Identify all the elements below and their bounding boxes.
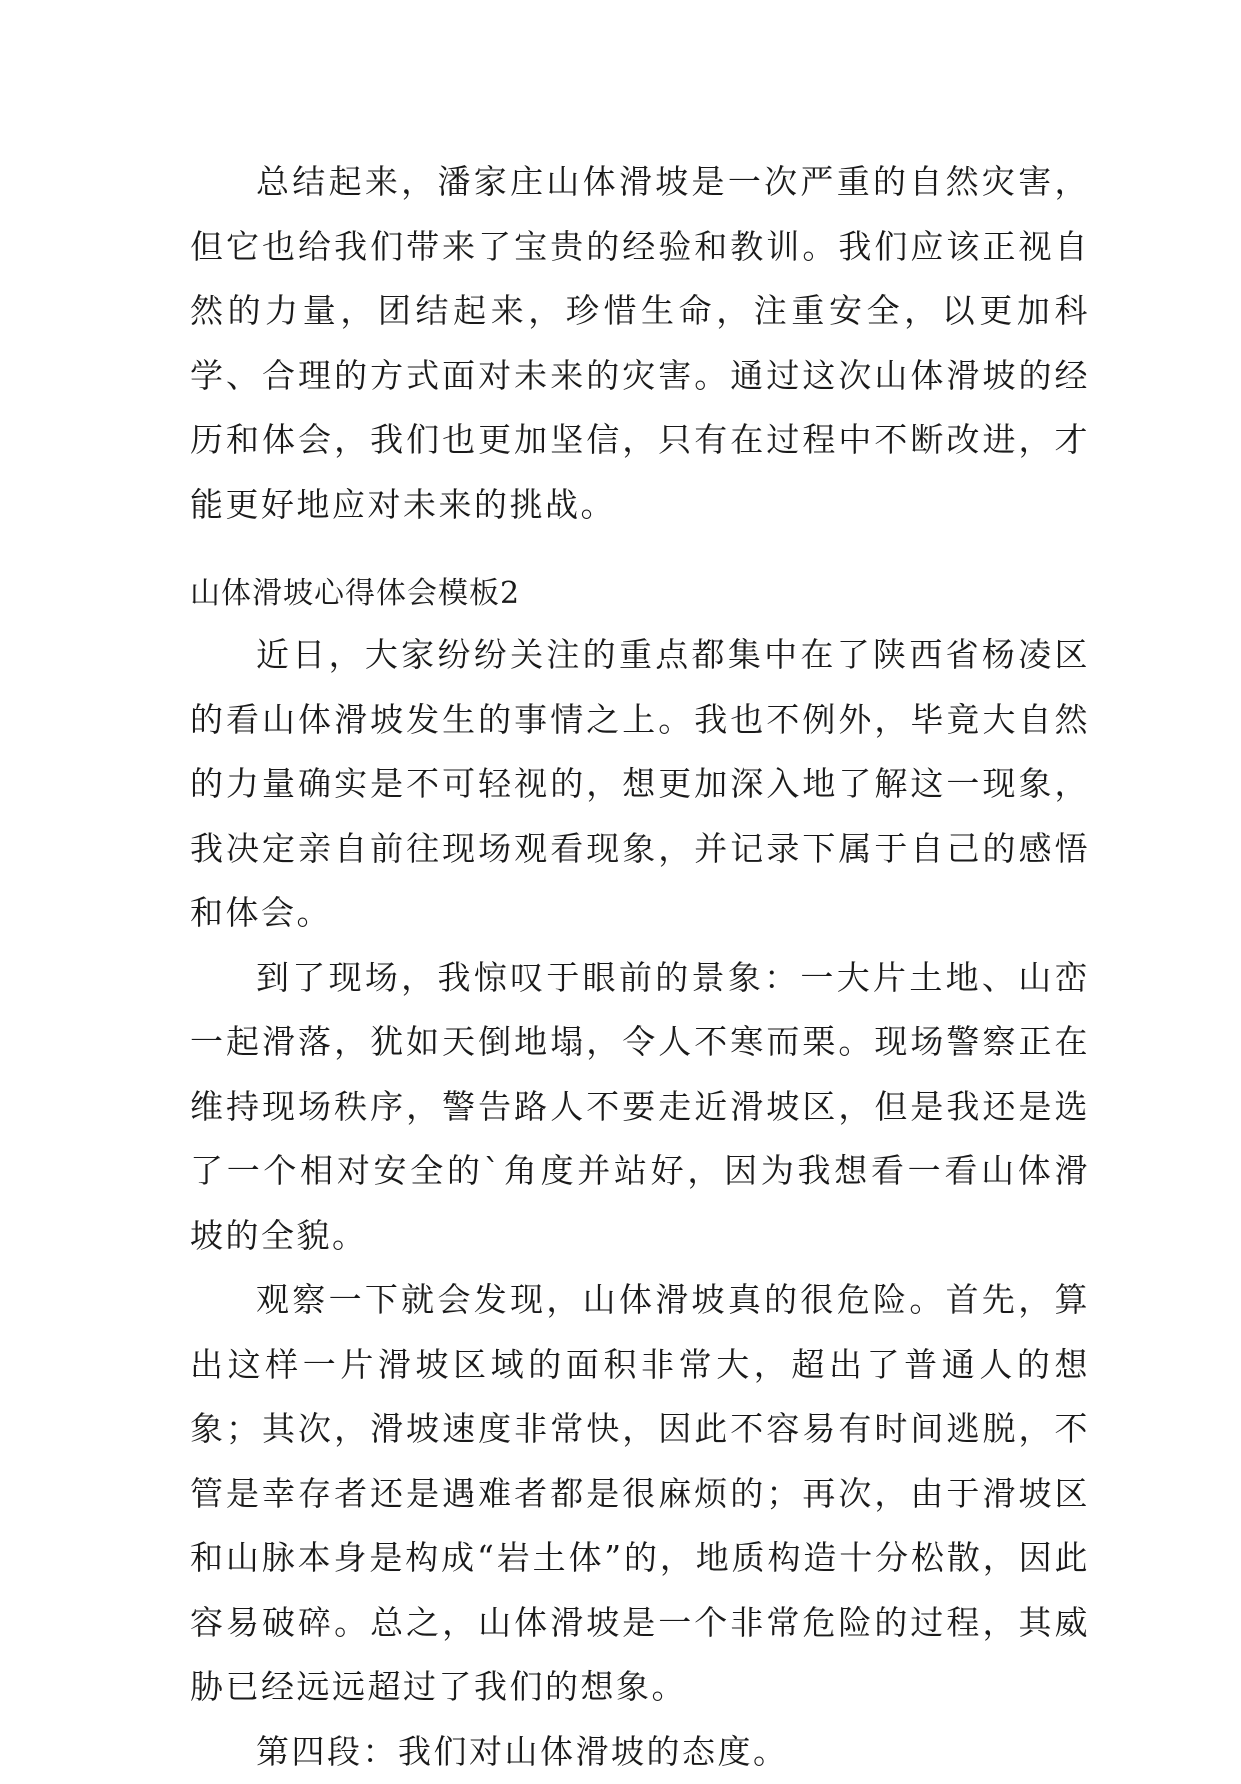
paragraph: 观察一下就会发现，山体滑坡真的很危险。首先，算出这样一片滑坡区域的面积非常大，超出了普通人的想象；其次，滑坡速度非常快，因此不容易有时间逃脱，不管是幸存者还是遇难者都是很麻烦的；再次，由于滑坡区和山脉本身是构成“岩土体”的，地质构造十分松散，因此容易破碎。总之，山体滑坡是一个非常危险的过程，其威胁已经远远超过了我们的想象。 xyxy=(190,1268,1090,1720)
paragraph: 总结起来，潘家庄山体滑坡是一次严重的自然灾害，但它也给我们带来了宝贵的经验和教训。我们应该正视自然的力量，团结起来，珍惜生命，注重安全，以更加科学、合理的方式面对未来的灾害。通过这次山体滑坡的经历和体会，我们也更加坚信，只有在过程中不断改进，才能更好地应对未来的挑战。 xyxy=(190,150,1090,537)
section-1-body xyxy=(190,150,1090,537)
paragraph: 第四段：我们对山体滑坡的态度。 xyxy=(190,1720,1090,1784)
paragraph: 近日，大家纷纷关注的重点都集中在了陕西省杨凌区的看山体滑坡发生的事情之上。我也不例外，毕竟大自然的力量确实是不可轻视的，想更加深入地了解这一现象，我决定亲自前往现场观看现象，并记录下属于自己的感悟和体会。 xyxy=(190,623,1090,946)
paragraph: 到了现场，我惊叹于眼前的景象：一大片土地、山峦一起滑落，犹如天倒地塌，令人不寒而栗。现场警察正在维持现场秩序，警告路人不要走近滑坡区，但是我还是选了一个相对安全的`角度并站好，因为我想看一看山体滑坡的全貌。 xyxy=(190,946,1090,1269)
section-2-body xyxy=(190,623,1090,1784)
section-heading: 山体滑坡心得体会模板2 xyxy=(190,562,1090,626)
